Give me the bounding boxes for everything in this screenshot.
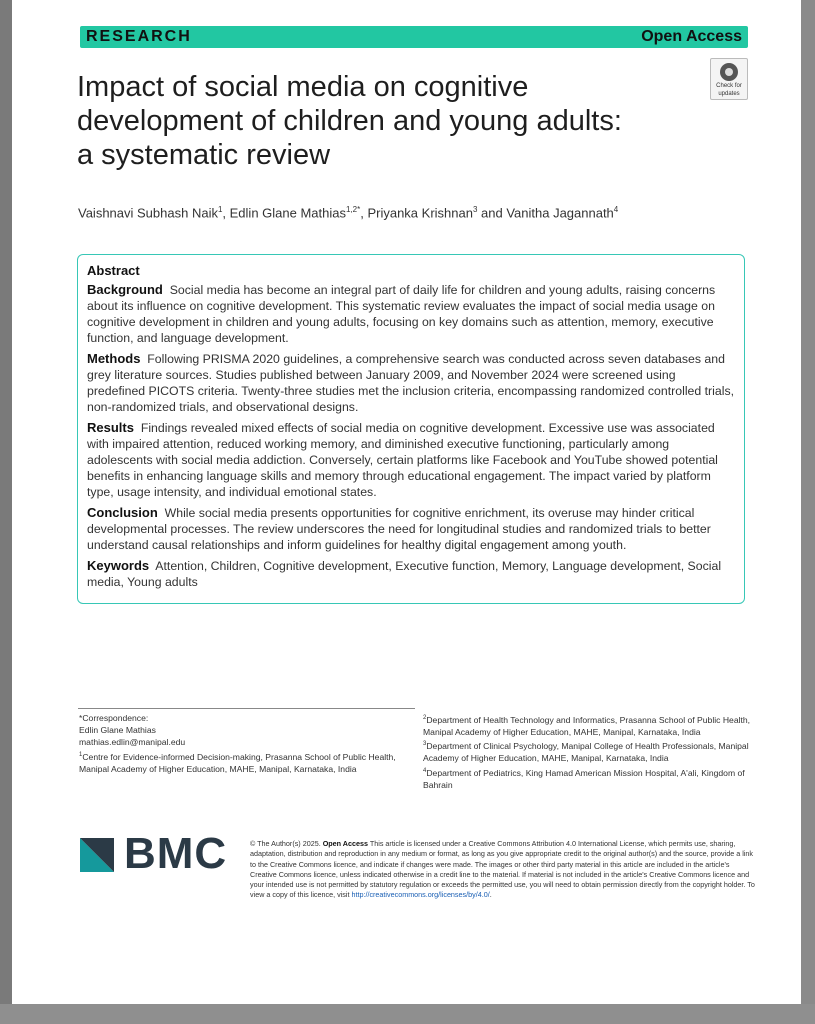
license-open-access-label: Open Access <box>322 839 368 848</box>
affiliation-2-sup: 2 <box>423 715 427 721</box>
author-affiliation-sup: 4 <box>613 205 619 214</box>
keywords-text: Attention, Children, Cognitive development, Executive function, Memory, Language development, Social media, Young adults <box>87 559 722 589</box>
author-name: Vaishnavi Subhash Naik <box>78 205 218 221</box>
affiliation-2-text: Department of Health Technology and Informatics, Prasanna School of Public Health, Manipal Academy of Higher Education, MAHE, Manipal, Karnataka, India <box>423 714 751 738</box>
check-for-updates-line2: updates <box>718 91 740 97</box>
conclusion-text: While social media presents opportunities for cognitive enrichment, its overuse may hinder critical developmental processes. The review underscores the need for longitudinal studies and randomized trials to better understand causal relationships and inform guidelines for healthy digital engagement among youth. <box>87 506 711 552</box>
abstract-methods <box>87 351 736 415</box>
author-name: Priyanka Krishnan <box>367 205 473 221</box>
page-frame-bottom <box>0 1004 815 1024</box>
section-banner <box>80 26 748 48</box>
methods-text: Following PRISMA 2020 guidelines, a comprehensive search was conducted across seven databases and grey literature sources. Studies published between January 2009, and November 2024 were screened using predefined PICOTS criteria. Twenty-three studies met the inclusion criteria, encompassing randomized controlled trials, non-randomized trials, and observational designs. <box>87 352 735 414</box>
background-label: Background <box>87 282 163 297</box>
bmc-logo-mark-icon <box>80 838 114 872</box>
copyright-text: © The Author(s) 2025. <box>250 839 321 848</box>
abstract-results <box>87 420 736 500</box>
author-affiliation-sup: 1 <box>217 205 223 214</box>
author-affiliation-sup: 3 <box>472 205 478 214</box>
abstract-box <box>77 254 745 604</box>
affiliation-4 <box>423 765 753 791</box>
correspondence-label: *Correspondence: <box>79 713 149 723</box>
methods-label: Methods <box>87 351 141 366</box>
affiliation-1-text: Centre for Evidence-informed Decision-making, Prasanna School of Public Health, Manipal Academy of Higher Education, MAHE, Manipal, Karnataka, India <box>79 751 396 774</box>
crossmark-icon <box>720 63 738 81</box>
paper-title <box>77 70 687 172</box>
license-link[interactable]: http://creativecommons.org/licenses/by/4.0/ <box>351 890 490 900</box>
results-text: Findings revealed mixed effects of social media on cognitive development. Excessive use was associated with impaired attention, reduced working memory, and diminished executive functioning, particularly among adolescents with social media addiction. Conversely, certain platforms like Facebook and YouTube showed potential benefits in enhancing language skills and memory through educational engagement. The impact varied by platform type, usage intensity, and individual emotional states. <box>87 421 718 499</box>
correspondence-name: Edlin Glane Mathias <box>79 725 156 736</box>
affiliation-1-sup: 1 <box>79 751 83 758</box>
abstract-heading: Abstract <box>87 263 140 278</box>
author-name: Edlin Glane Mathias <box>229 205 346 221</box>
title-line-3: a systematic review <box>77 139 331 171</box>
page-frame-right <box>801 0 815 1024</box>
license-notice <box>250 839 755 901</box>
footnotes-right <box>423 712 753 791</box>
keywords-label: Keywords <box>87 558 150 573</box>
license-end: . <box>489 890 492 900</box>
license-text: This article is licensed under a Creative Commons Attribution 4.0 International License, which permits use, sharing, adaptation, distribution and reproduction in any medium or format, as long as you give appropriate credit to the original author(s) and the source, provide a link to the Creative Commons licence, and indicate if changes were made. The images or other third party material in this article are included in the article's Creative Commons licence, unless indicated otherwise in a credit line to the material. If material is not included in the article's Creative Commons licence and your intended use is not permitted by statutory regulation or exceeds the permitted use, you will need to obtain permission directly from the copyright holder. To view a copy of this licence, visit <box>250 839 755 900</box>
title-line-1: Impact of social media on cognitive <box>77 71 529 103</box>
affiliation-1 <box>79 749 399 775</box>
author-name: Vanitha Jagannath <box>506 205 614 221</box>
footnotes-left <box>79 712 399 775</box>
page-frame-left <box>0 0 12 1024</box>
correspondence-email[interactable]: mathias.edlin@manipal.edu <box>79 737 186 748</box>
abstract-conclusion <box>87 505 736 553</box>
bmc-logo-text: BMC <box>124 829 228 878</box>
author-affiliation-sup: 1,2* <box>345 205 361 214</box>
check-for-updates-line1: Check for <box>716 83 742 89</box>
section-label: RESEARCH <box>86 28 192 45</box>
results-label: Results <box>87 420 134 435</box>
title-line-2: development of children and young adults: <box>77 105 622 137</box>
conclusion-label: Conclusion <box>87 505 158 520</box>
background-text: Social media has become an integral part of daily life for children and young adults, raising concerns about its influence on cognitive development. This systematic review evaluates the impact of social media usage on cognitive development in children and young adults, focusing on key domains such as attention, memory, executive function, and language development. <box>87 283 716 345</box>
affiliation-4-sup: 4 <box>423 767 427 774</box>
abstract-background <box>87 282 736 346</box>
affiliation-4-text: Department of Pediatrics, King Hamad American Mission Hospital, A'ali, Kingdom of Bahrain <box>423 767 745 790</box>
affiliation-2 <box>423 712 753 738</box>
affiliation-3 <box>423 738 753 764</box>
author-list: Vaishnavi Subhash Naik$^1$, Edlin Glane Mathias$^{1,2*}$, Priyanka Krishnan$^3$ and Vanitha Jagannath$^4$ <box>78 205 619 221</box>
affiliation-3-sup: 3 <box>423 741 427 748</box>
check-for-updates-button[interactable] <box>710 58 748 100</box>
footnote-divider <box>78 708 415 709</box>
open-access-label: Open Access <box>641 28 742 45</box>
bmc-logo[interactable] <box>80 829 240 878</box>
abstract-keywords <box>87 558 736 590</box>
affiliation-3-text: Department of Clinical Psychology, Manipal College of Health Professionals, Manipal Academy of Higher Education, MAHE, Manipal, Karnataka, India <box>423 741 749 764</box>
